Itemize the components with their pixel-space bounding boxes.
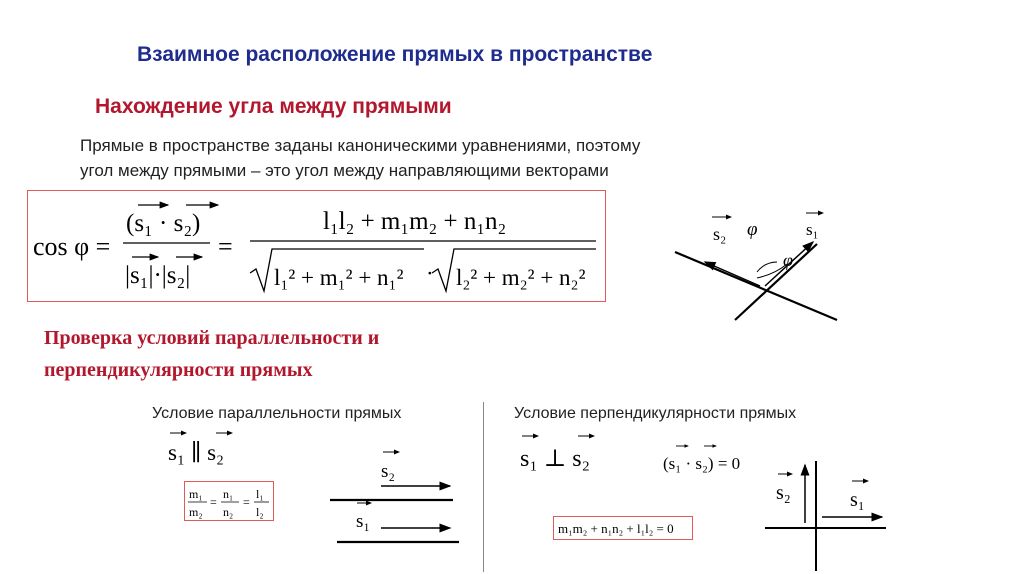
ratio-l1: l₁ (256, 487, 264, 501)
parallel-label-s1: s₁ (356, 511, 371, 532)
perpendicular-sum-box (553, 516, 693, 540)
perpendicular-diagram (760, 455, 890, 573)
ratio-eq-2: = (243, 495, 250, 509)
intro-paragraph (80, 133, 770, 183)
perpendicular-sum-text: m₁m₂ + n₁n₂ + l₁l₂ = 0 (558, 521, 674, 536)
label-phi-bottom: φ (783, 250, 793, 270)
coord-numerator: l₁l₂ + m₁m₂ + n₁n₂ (323, 208, 507, 235)
perpendicular-dot (660, 440, 770, 476)
ratio-m1: m₁ (189, 487, 203, 501)
section-line-2: перпендикулярности прямых (44, 359, 313, 381)
ratio-l2: l₂ (256, 505, 264, 519)
ratio-n1: n₁ (223, 487, 234, 501)
vector-s2-arrow (705, 262, 760, 286)
section-line-1: Проверка условий параллельности и (44, 327, 380, 349)
parallel-formula (160, 428, 260, 468)
perpendicular-label-s1: s₁ (850, 489, 865, 511)
ratio-m2: m₂ (189, 505, 203, 519)
perpendicular-formula-text: s₁ ⊥ s₂ (520, 446, 590, 472)
perpendicular-formula (518, 430, 618, 472)
perpendicular-sum (554, 517, 692, 539)
root-2-content: l₂² + m₂² + n₂² (456, 265, 586, 290)
equals-sign: = (218, 232, 233, 261)
perpendicular-label-s2: s₂ (776, 482, 791, 504)
main-formula-box (27, 190, 606, 302)
perpendicular-label: Условие перпендикулярности прямых (514, 405, 797, 422)
vec-numerator: (s₁ · s₂) (126, 210, 201, 237)
ratio-n2: n₂ (223, 505, 234, 519)
main-formula (28, 191, 604, 300)
label-phi-top: φ (747, 219, 758, 240)
parallel-formula-text: s₁ ∥ s₂ (168, 440, 225, 465)
dot-operator: · (426, 261, 434, 286)
cos-phi: cos φ = (33, 232, 111, 261)
intro-line-1: Прямые в пространстве заданы каноническими уравнениями, поэтому (80, 136, 641, 155)
line-1 (675, 252, 837, 320)
parallel-label: Условие параллельности прямых (152, 405, 402, 422)
parallel-diagram (325, 448, 465, 548)
ratio-eq-1: = (210, 495, 217, 509)
intro-line-2: угол между прямыми – это угол между направляющими векторами (80, 161, 609, 180)
vertical-divider (483, 402, 484, 572)
section-subtitle-angle: Нахождение угла между прямыми (95, 95, 452, 118)
parallel-ratio-box (184, 481, 274, 521)
section-heading (44, 322, 564, 386)
label-s2: s₂ (713, 224, 727, 244)
angle-arc-top (757, 262, 777, 272)
page-title: Взаимное расположение прямых в пространстве (137, 43, 653, 66)
root-1-content: l₁² + m₁² + n₁² (274, 265, 404, 290)
parallel-ratio (185, 482, 273, 520)
vec-denominator: |s₁|·|s₂| (125, 262, 191, 289)
perpendicular-dot-text: (s₁ · s₂) = 0 (663, 454, 741, 473)
parallel-label-s2: s₂ (381, 461, 396, 482)
angle-diagram (665, 200, 845, 330)
label-s1: s₁ (806, 220, 819, 239)
